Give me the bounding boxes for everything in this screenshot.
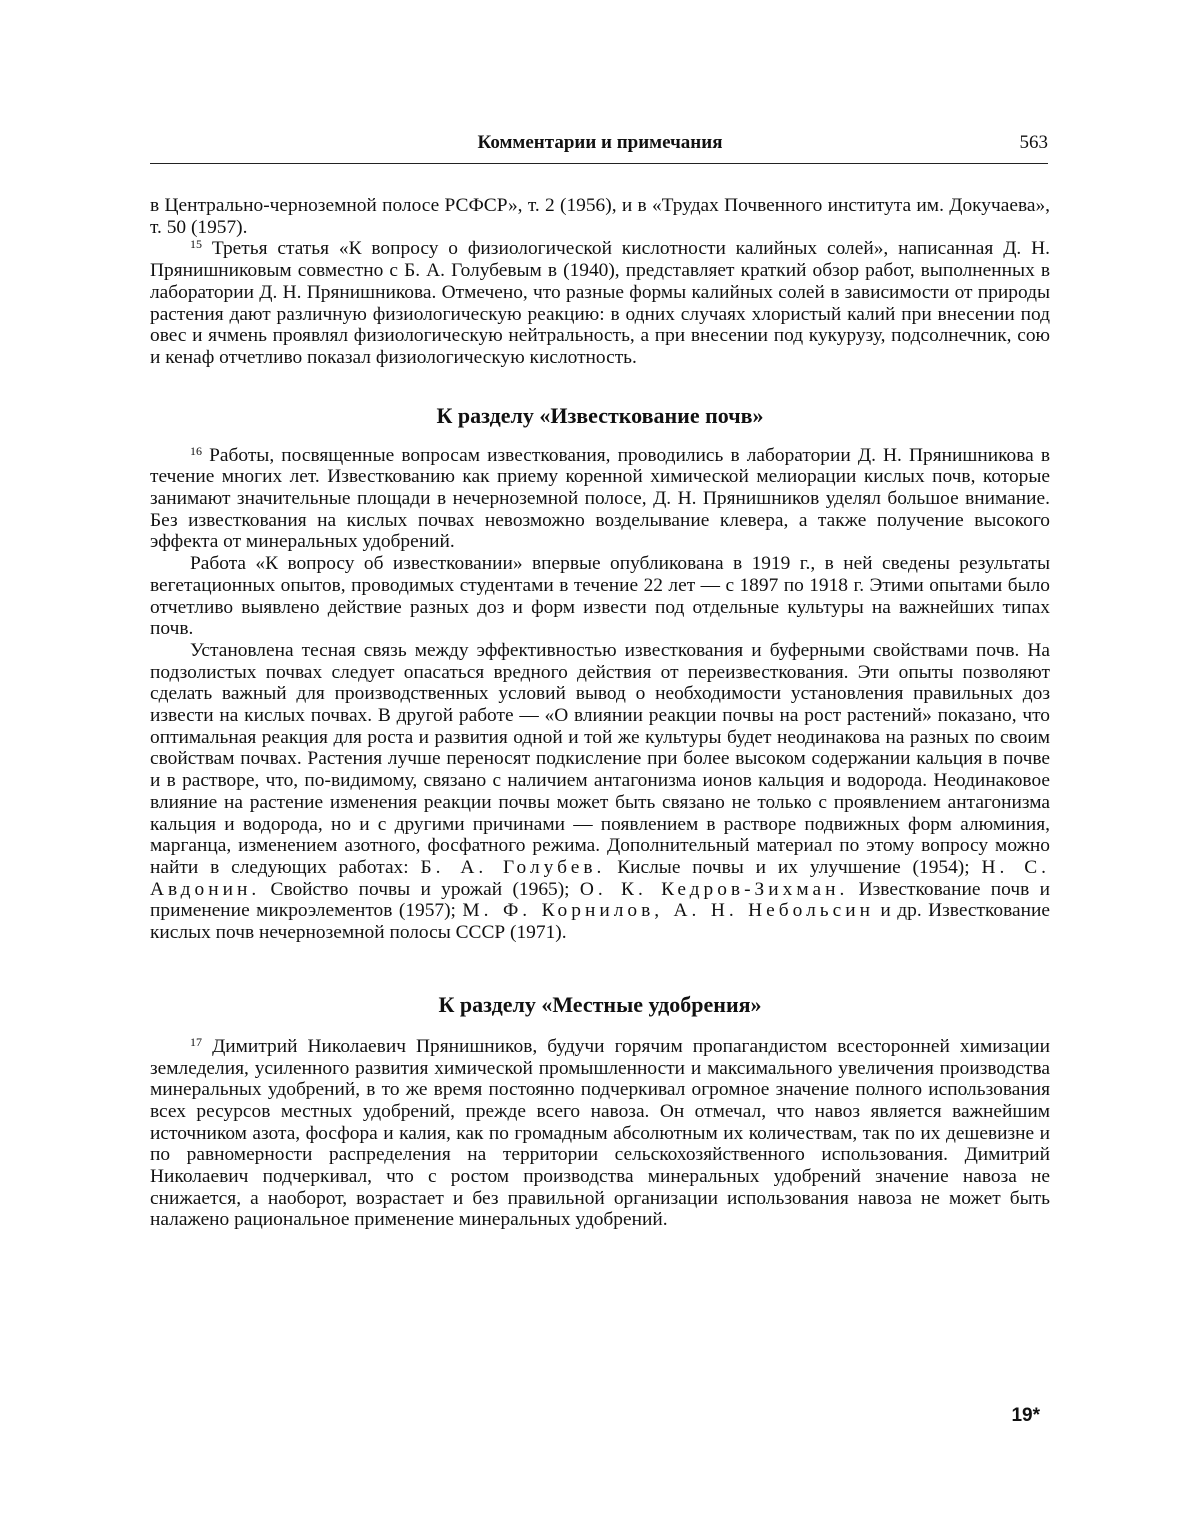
footnote-17-text: Димитрий Николаевич Прянишников, будучи горячим пропагандистом всесторонней химизации земледелия, усиленного развития химической промышленности и максимального увеличения производства минеральных удобрений, в то же время постоянно подчеркивал огромное значение полного использования всех ресурсов местных удобрений, прежде всего навоза. Он отмечал, что навоз является важнейшим источником азота, фосфора и калия, как по громадным абсолютным их количествам, так по их дешевизне и по равномерности распределения на территории сельскохозяйственного использования. Димитрий Николаевич подчеркивал, что с ростом производства минеральных удобрений значение навоза не снижается, а наоборот, возрастает и без правильной организации использования навоза не может быть налажено рациональное применение минеральных удобрений. <box>150 1036 1050 1231</box>
ref-author-golubev: Б. А. Голубев. <box>421 857 606 878</box>
ref-author-kornilov: М. Ф. Корнилов, А. Н. Небольсин <box>462 900 874 921</box>
document-page <box>0 0 1200 1530</box>
footnote-16 <box>150 445 1050 554</box>
footnote-15 <box>150 238 1050 368</box>
paragraph-buffer-text: Установлена тесная связь между эффективностью известкования и буферными свойствами почв. На подзолистых почвах следует опасаться вредного действия от переизвесткования. Эти опыты позволяют сделать важный для производственных условий вывод о необходимости установления правильных доз извести на кислых почвах. В другой работе — «О влиянии реакции почвы на рост растений» показано, что оптимальная реакция для роста и развития одной и той же культуры будет неодинакова на разных по своим свойствам почвах. Растения лучше переносят подкисление при более высоком содержании кальция в почве и в растворе, что, по-видимому, связано с наличием антагонизма ионов кальция и водорода. Неодинаковое влияние на растение изменения реакции почвы может быть связано не только с проявлением антагонизма кальция и водорода, но и с другими причинами — появлением в растворе подвижных форм алюминия, марганца, изменением азотного, фосфатного режима. Дополнительный материал по этому вопросу можно найти в следующих работах: <box>150 640 1050 878</box>
ref-title-kedrov: Известкование почв и применение микроэлементов (1957); <box>150 879 1050 922</box>
header-rule <box>150 163 1048 164</box>
section-title-local-fertilizers: К разделу «Местные удобрения» <box>150 992 1050 1018</box>
running-title: Комментарии и примечания <box>150 132 1050 154</box>
ref-author-avdonin: Н. С. Авдонин. <box>150 857 1050 900</box>
main-text <box>150 195 1050 1231</box>
section-title-liming: К разделу «Известкование почв» <box>150 403 1050 429</box>
footnote-marker-16: 16 <box>190 444 202 458</box>
running-head <box>150 132 1050 160</box>
ref-title-golubev: Кислые почвы и их улучшение (1954); <box>617 857 969 878</box>
page-number: 563 <box>1020 132 1049 154</box>
paragraph-buffer-properties <box>150 640 1050 944</box>
paragraph-work-1919: Работа «К вопросу об известковании» впервые опубликована в 1919 г., в ней сведены результаты вегетационных опытов, проводимых студентами в течение 22 лет — с 1897 по 1918 г. Этими опытами было отчетливо выявлено действие разных доз и форм извести под отдельные культуры на важнейших типах почв. <box>150 553 1050 640</box>
footnote-marker-17: 17 <box>190 1035 202 1049</box>
footnote-15-text: Третья статья «К вопросу о физиологической кислотности калийных солей», написанная Д. Н. Прянишниковым совместно с Б. А. Голубевым в (1940), представляет краткий обзор работ, выполненных в лаборатории Д. Н. Прянишникова. Отмечено, что разные формы калийных солей в зависимости от природы растения дают различную физиологическую реакцию: в одних случаях хлористый калий при внесении под овес и ячмень проявлял физиологическую нейтральность, а при внесении под кукурузу, подсолнечник, сою и кенаф отчетливо показал физиологическую кислотность. <box>150 238 1050 368</box>
footnote-17 <box>150 1036 1050 1231</box>
paragraph-continuation: в Центрально-черноземной полосе РСФСР», т. 2 (1956), и в «Трудах Почвенного института им. Докучаева», т. 50 (1957). <box>150 195 1050 238</box>
footnote-16-text: Работы, посвященные вопросам известкования, проводились в лаборатории Д. Н. Прянишникова в течение многих лет. Известкованию как приему коренной химической мелиорации кислых почв, которые занимают значительные площади в нечерноземной полосе, Д. Н. Прянишников уделял большое внимание. Без известкования на кислых почвах невозможно возделывание клевера, а также получение высокого эффекта от минеральных удобрений. <box>150 445 1050 553</box>
footnote-marker-15: 15 <box>190 237 202 251</box>
ref-title-kornilov: и др. Известкование кислых почв нечерноземной полосы СССР (1971). <box>150 900 1050 943</box>
ref-author-kedrov: О. К. Кедров-Зихман. <box>580 879 848 900</box>
ref-title-avdonin: Свойство почвы и урожай (1965); <box>271 879 570 900</box>
printer-signature: 19* <box>1011 1405 1040 1427</box>
